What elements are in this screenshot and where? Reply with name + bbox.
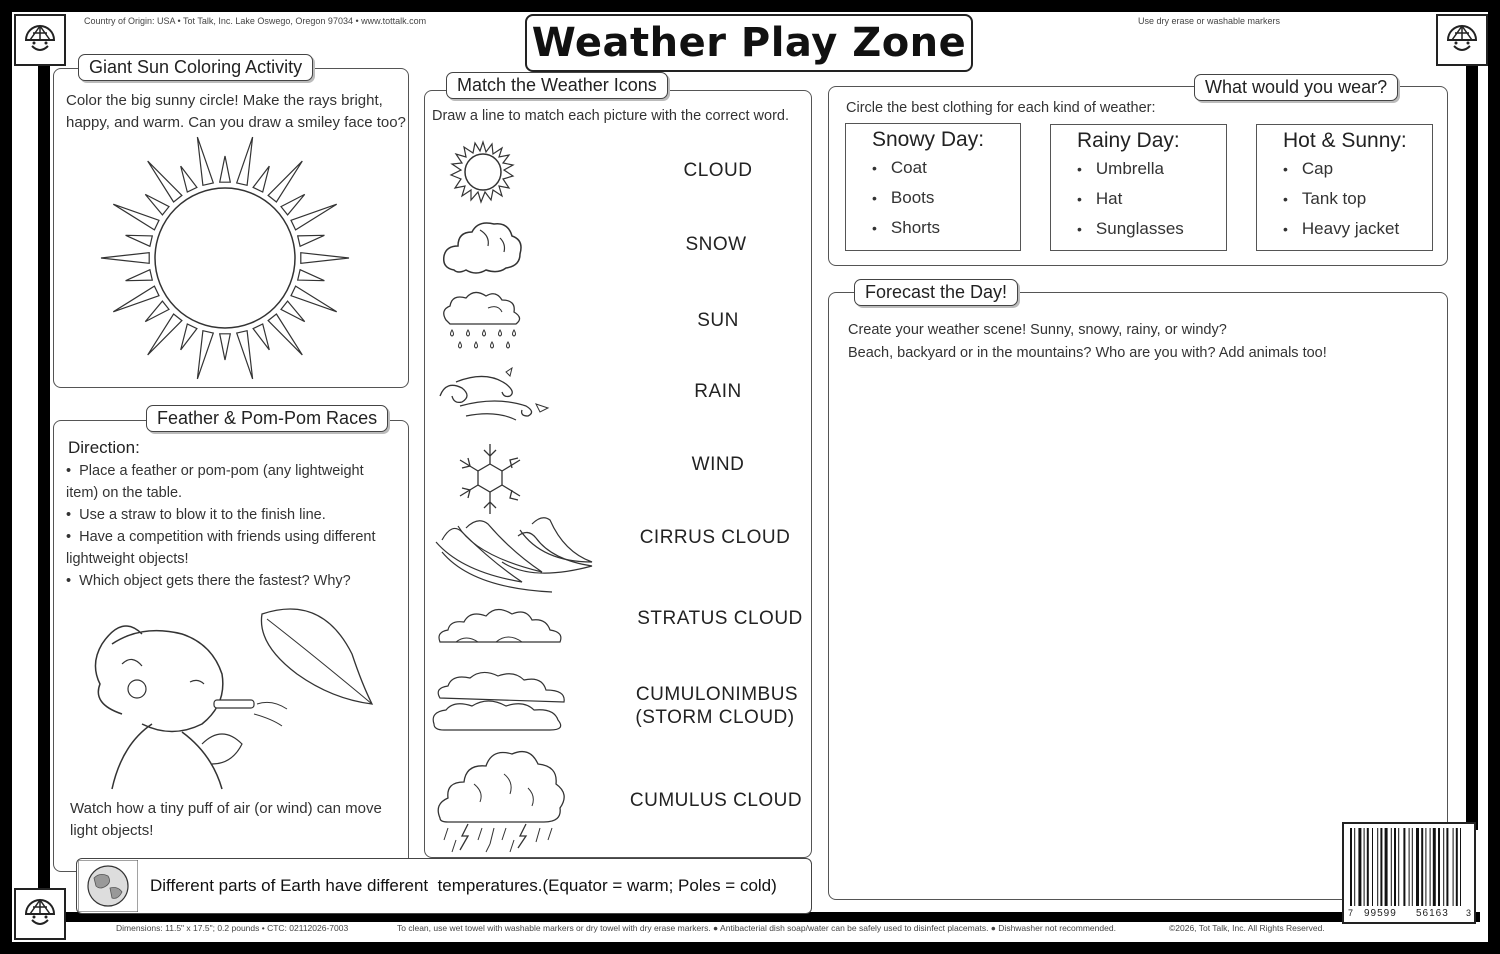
page-title: Weather Play Zone [531, 20, 967, 66]
clothing-option[interactable]: • Coat [872, 158, 1020, 188]
sun-ray [291, 286, 337, 312]
clothing-option[interactable]: • Heavy jacket [1283, 219, 1432, 249]
barcode-bar [1446, 828, 1448, 906]
sun-ray [281, 301, 305, 322]
barcode-bar [1385, 828, 1388, 906]
clothing-option[interactable]: • Umbrella [1077, 159, 1226, 189]
barcode-bar [1358, 828, 1361, 906]
barcode-digit: 3 [1466, 908, 1472, 918]
sun-ray [113, 204, 159, 230]
snowflake-icon[interactable] [454, 442, 526, 516]
hot-sunny-title: Hot & Sunny: [1283, 129, 1407, 152]
barcode-bar [1438, 828, 1440, 906]
match-word-storm-cloud[interactable]: (STORM CLOUD) [635, 707, 795, 728]
clothing-option[interactable]: • Cap [1283, 159, 1432, 189]
barcode-bar [1443, 828, 1444, 906]
tot-talk-logo-icon [14, 14, 66, 66]
barcode-bar [1380, 828, 1382, 906]
barcode-bar [1453, 828, 1454, 906]
sun-ray [237, 331, 253, 379]
hot-sunny-box [1256, 124, 1433, 251]
cirrus-cloud-icon[interactable] [432, 512, 598, 596]
barcode-bar [1460, 828, 1461, 906]
stratus-cloud-icon[interactable] [436, 602, 566, 650]
forecast-line-1: Create your weather scene! Sunny, snowy, rainy, or windy? [848, 322, 1227, 338]
rainy-day-title: Rainy Day: [1077, 129, 1180, 152]
giant-sun-icon[interactable] [100, 134, 350, 384]
match-word-sun[interactable]: SUN [697, 310, 739, 331]
sun-ray [126, 270, 153, 281]
sun-ray [298, 270, 325, 281]
clothing-option[interactable]: • Sunglasses [1077, 219, 1226, 249]
sun-coloring-text: Color the big sunny circle! Make the rays bright, happy, and warm. Can you draw a smiley face too? [66, 92, 406, 131]
barcode-bar [1398, 828, 1399, 906]
snowy-day-box [845, 123, 1021, 251]
footer-dimensions: Dimensions: 11.5" x 17.5"; 0.2 pounds • CTC: 02112026-7003 [116, 923, 349, 933]
clothing-option[interactable]: • Shorts [872, 218, 1020, 248]
tot-talk-logo-icon [14, 888, 66, 940]
wind-icon[interactable] [436, 366, 552, 426]
clothing-option[interactable]: • Hat [1077, 189, 1226, 219]
barcode-bar [1409, 828, 1410, 906]
sun-ray [113, 286, 159, 312]
sun-ray [148, 161, 182, 202]
direction-list [66, 460, 396, 592]
sun-ray [291, 204, 337, 230]
list-item: • Use a straw to blow it to the finish line. [66, 507, 326, 523]
cloud-icon[interactable] [440, 212, 526, 276]
sun-ray [145, 301, 169, 322]
sun-ray [148, 314, 182, 355]
markers-note: Use dry erase or washable markers [1138, 16, 1281, 26]
cumulus-storm-cloud-icon[interactable] [434, 744, 570, 854]
wear-instruction: Circle the best clothing for each kind of weather: [846, 100, 1156, 116]
barcode [1342, 822, 1476, 924]
footer-copyright: ©2026, Tot Talk, Inc. All Rights Reserved. [1169, 923, 1325, 933]
sun-icon[interactable] [448, 138, 518, 208]
sun-ray [126, 235, 153, 246]
barcode-bar [1416, 828, 1419, 906]
origin-line: Country of Origin: USA • Tot Talk, Inc. Lake Oswego, Oregon 97034 • www.tottalk.com [84, 16, 427, 26]
sun-ray [253, 166, 269, 192]
cumulonimbus-cloud-icon[interactable] [430, 668, 572, 734]
left-frame-bar [38, 60, 50, 890]
right-frame-bar [1466, 60, 1478, 830]
sun-ray [197, 137, 213, 185]
barcode-bar [1421, 828, 1423, 906]
sun-ray [253, 324, 269, 350]
earth-globe-icon [78, 860, 138, 912]
barcode-bar [1456, 828, 1458, 906]
sun-ray [268, 161, 302, 202]
match-word-cumulonimbus[interactable]: CUMULONIMBUS [635, 684, 799, 705]
page-title-box [525, 14, 973, 72]
barcode-bar [1425, 828, 1426, 906]
sun-ray [197, 331, 213, 379]
footer-care: To clean, use wet towel with washable markers or dry towel with dry erase markers. ● Antibacterial dish soap/water can be safely used to disinfect placemats. ● Dishwasher not recommended. [397, 923, 1116, 933]
tot-talk-logo-icon [1436, 14, 1488, 66]
barcode-bar [1391, 828, 1392, 906]
sun-ray [237, 137, 253, 185]
wear-tab: What would you wear? [1194, 74, 1398, 101]
match-instruction: Draw a line to match each picture with the correct word. [432, 108, 790, 124]
sun-ray [301, 253, 349, 264]
barcode-digit: 7 [1348, 908, 1354, 918]
match-word-cirrus[interactable]: CIRRUS CLOUD [639, 527, 791, 548]
sun-ray [101, 253, 149, 264]
list-item: • Which object gets there the fastest? Why? [66, 573, 351, 589]
barcode-bar [1403, 828, 1405, 906]
barcode-bar [1430, 828, 1431, 906]
barcode-bar [1372, 828, 1373, 906]
sun-ray [220, 334, 231, 360]
sun-ray [145, 194, 169, 215]
sun-ray [268, 314, 302, 355]
clothing-option[interactable]: • Boots [872, 188, 1020, 218]
match-word-rain[interactable]: RAIN [694, 381, 742, 402]
match-word-snow[interactable]: SNOW [685, 234, 747, 255]
forecast-panel[interactable] [828, 292, 1448, 900]
snowy-day-title: Snowy Day: [872, 128, 985, 151]
barcode-bar [1354, 828, 1355, 906]
forecast-line-2: Beach, backyard or in the mountains? Who are you with? Add animals too! [848, 345, 1327, 361]
rain-icon[interactable] [440, 286, 530, 356]
match-word-cloud[interactable]: CLOUD [683, 160, 753, 181]
match-word-wind[interactable]: WIND [691, 454, 745, 475]
rainy-day-box [1050, 124, 1227, 251]
barcode-bar [1367, 828, 1369, 906]
sun-coloring-tab: Giant Sun Coloring Activity [78, 54, 313, 81]
barcode-bar [1364, 828, 1365, 906]
barcode-bar [1350, 828, 1352, 906]
barcode-bar [1377, 828, 1378, 906]
sun-ray [181, 324, 197, 350]
barcode-digit: 56163 [1416, 908, 1449, 919]
boy-blowing-feather-icon [82, 604, 382, 794]
match-word-stratus[interactable]: STRATUS CLOUD [637, 608, 803, 629]
direction-heading: Direction: [68, 438, 140, 457]
match-word-cumulus[interactable]: CUMULUS CLOUD [629, 790, 803, 811]
clothing-option[interactable]: • Tank top [1283, 189, 1432, 219]
sun-ray [181, 166, 197, 192]
barcode-bar [1433, 828, 1436, 906]
barcode-digit: 99599 [1364, 908, 1397, 919]
list-item: • Have a competition with friends using different lightweight objects! [66, 529, 376, 567]
barcode-bar [1412, 828, 1413, 906]
barcode-bar [1394, 828, 1396, 906]
match-icons-tab: Match the Weather Icons [446, 72, 668, 99]
earth-banner-text: Different parts of Earth have different temperatures.(Equator = warm; Poles = cold) [150, 876, 777, 895]
sun-ray [220, 156, 231, 182]
forecast-tab: Forecast the Day! [854, 279, 1018, 306]
sun-ray [298, 235, 325, 246]
feather-race-tab: Feather & Pom-Pom Races [146, 405, 388, 432]
list-item: • Place a feather or pom-pom (any lightweight item) on the table. [66, 463, 364, 501]
sun-ray [281, 194, 305, 215]
feather-footer-text: Watch how a tiny puff of air (or wind) can move light objects! [70, 800, 382, 839]
